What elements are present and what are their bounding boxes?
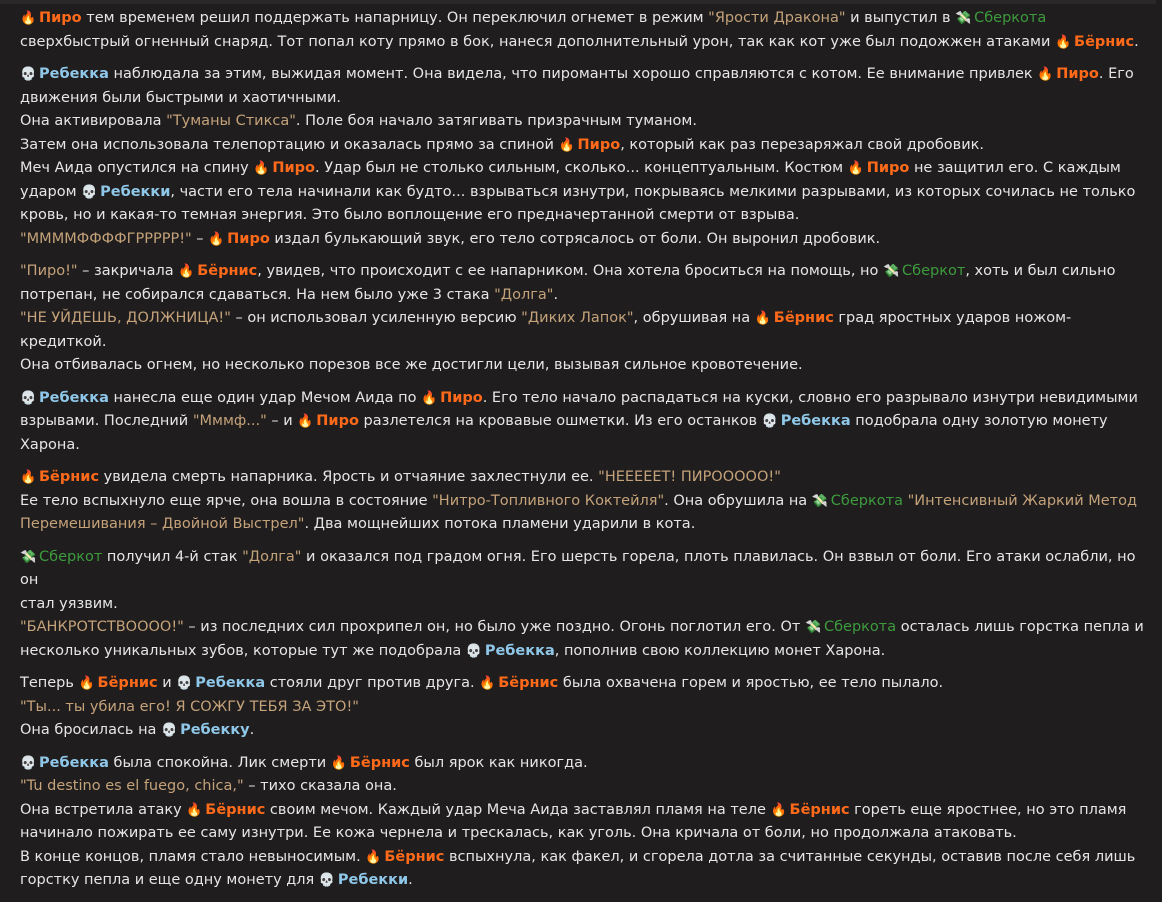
fire-icon: 🔥 xyxy=(253,161,270,176)
name-bernis: Бёрнис xyxy=(39,469,100,485)
story-line: несколько уникальных зубов, которые тут же подобрала 💀 Ребекка, пополнив свою коллекцию монет Харона. xyxy=(20,640,1148,664)
name-sberkot: Сберкота xyxy=(830,492,903,509)
skull-icon: 💀 xyxy=(318,873,336,888)
quote: "Tu destino es el fuego, chica," xyxy=(20,778,244,794)
fire-icon: 🔥 xyxy=(20,470,37,485)
name-sberkot: Сберкота xyxy=(974,10,1047,26)
fire-icon: 🔥 xyxy=(178,264,195,279)
name-rebekka: Ребекка xyxy=(39,754,109,771)
quote: "Ярости Дракона" xyxy=(708,10,846,26)
fire-icon: 🔥 xyxy=(754,311,771,326)
name-bernis: Бёрнис xyxy=(384,848,445,865)
name-piro: Пиро xyxy=(440,389,483,406)
story-paragraph xyxy=(20,387,1148,458)
fire-icon: 🔥 xyxy=(330,755,348,771)
skull-icon: 💀 xyxy=(20,390,37,406)
skull-icon: 💀 xyxy=(161,723,178,738)
fire-icon: 🔥 xyxy=(208,231,225,247)
story-line: "Tu destino es el fuego, chica," – тихо сказала она. xyxy=(20,778,397,794)
name-bernis: Бёрнис xyxy=(349,754,410,771)
fire-icon: 🔥 xyxy=(365,849,382,865)
fire-icon: 🔥 xyxy=(558,137,575,153)
name-piro: Пиро xyxy=(577,136,621,153)
story-paragraph xyxy=(20,63,1148,251)
skull-icon: 💀 xyxy=(465,643,483,659)
top-bar xyxy=(0,0,1162,4)
story-line: Харона. xyxy=(20,436,80,453)
name-piro: Пиро xyxy=(316,413,359,429)
money-icon: 💸 xyxy=(883,264,900,279)
story-line: Меч Аида опустился на спину 🔥 Пиро. Удар был не столько сильным, сколько... концептуальным. Костюм 🔥 Пиро не защитил его. С каждым xyxy=(20,157,1148,181)
story-paragraph xyxy=(20,466,1148,537)
story-line: 🔥 Бёрнис увидела смерть напарника. Ярость и отчаяние захлестнули ее. "НЕЕЕЕЕТ! ПИРООООО!" xyxy=(20,466,1148,490)
name-piro: Пиро xyxy=(39,10,82,26)
story-line: движения были быстрыми и хаотичными. xyxy=(20,89,342,106)
name-piro: Пиро xyxy=(227,230,270,247)
name-rebekka: Ребекки xyxy=(337,872,409,888)
name-rebekka: Ребекка xyxy=(195,675,266,691)
name-bernis: Бёрнис xyxy=(1074,33,1135,50)
quote: "Пиро!" xyxy=(20,263,78,279)
name-bernis: Бёрнис xyxy=(773,310,834,326)
name-bernis: Бёрнис xyxy=(498,675,559,691)
story-line: Затем она использовала телепортацию и оказалась прямо за спиной 🔥 Пиро, который как раз перезаряжал свой дробовик. xyxy=(20,134,1148,158)
money-icon: 💸 xyxy=(804,620,822,635)
quote: Перемешивания – Двойной Выстрел" xyxy=(20,516,305,532)
quote: "НЕЕЕЕЕТ! ПИРООООО!" xyxy=(598,469,781,485)
quote: "Долга" xyxy=(242,548,302,565)
skull-icon: 💀 xyxy=(176,676,193,691)
story-line: "ММММФФФФГРРРРР!" – 🔥 Пиро издал булькающий звук, его тело сотрясалось от боли. Он выронил дробовик. xyxy=(20,228,1148,252)
story-line: Она активировала "Туманы Стикса". Поле боя начало затягивать призрачным туманом. xyxy=(20,113,697,129)
name-bernis: Бёрнис xyxy=(197,263,258,279)
story-line xyxy=(20,696,1148,720)
story-line: начинало пожирать ее саму изнутри. Ее кожа чернела и трескалась, как уголь. Она кричала от боли, но продолжала атаковать. xyxy=(20,825,1017,841)
story-line: Она отбивалась огнем, но несколько порезов все же достигли цели, вызывая сильное кровотечение. xyxy=(20,357,803,373)
name-sberkot: Сберкот xyxy=(39,548,103,565)
fire-icon: 🔥 xyxy=(20,11,37,26)
fire-icon: 🔥 xyxy=(770,802,787,818)
fire-icon: 🔥 xyxy=(847,161,864,176)
quote: "Диких Лапок" xyxy=(521,310,634,326)
story-line: 💸 Сберкот получил 4-й стак "Долга" и оказался под градом огня. Его шерсть горела, плоть плавилась. Он взвыл от боли. Его атаки ослабли, но он xyxy=(20,546,1148,593)
fire-icon: 🔥 xyxy=(1055,34,1072,50)
story-paragraph xyxy=(20,752,1148,893)
story-line: 💀 Ребекка наблюдала за этим, выжидая момент. Она видела, что пироманты хорошо справляются с котом. Ее внимание привлек 🔥 Пиро. Его xyxy=(20,63,1148,87)
fire-icon: 🔥 xyxy=(186,802,203,818)
fire-icon: 🔥 xyxy=(421,390,438,406)
story-paragraph xyxy=(20,546,1148,664)
name-rebekka: Ребекка xyxy=(780,413,851,429)
story-line: горстку пепла и еще одну монету для 💀 Ребекки. xyxy=(20,869,1148,893)
quote: "Ты... ты убила его! Я СОЖГУ ТЕБЯ ЗА ЭТО!" xyxy=(20,698,359,715)
fire-icon: 🔥 xyxy=(479,676,496,691)
story-line: 💀 Ребекка нанесла еще один удар Мечом Аида по 🔥 Пиро. Его тело начало распадаться на куски, словно его разрывало изнутри невидимыми xyxy=(20,387,1148,411)
name-sberkot: Сберкота xyxy=(823,619,897,635)
story-line: Она бросилась на 💀 Ребекку. xyxy=(20,719,1148,743)
story-paragraph xyxy=(20,7,1148,54)
story-line: Ее тело вспыхнуло еще ярче, она вошла в состояние "Нитро-Топливного Коктейля". Она обрушила на 💸 Сберкота "Интенсивный Жаркий Метод xyxy=(20,490,1148,514)
name-piro: Пиро xyxy=(1056,66,1099,82)
story-line: "НЕ УЙДЕШЬ, ДОЛЖНИЦА!" – он использовал усиленную версию "Диких Лапок", обрушивая на 🔥 Бёрнис град яростных ударов ножом-кредиткой. xyxy=(20,307,1148,354)
money-icon: 💸 xyxy=(955,11,972,26)
name-sberkot: Сберкот xyxy=(902,263,966,279)
story-line: 💀 Ребекка была спокойна. Лик смерти 🔥 Бёрнис был ярок как никогда. xyxy=(20,752,1148,776)
name-rebekka: Ребекка xyxy=(484,642,555,659)
story-line: стал уязвим. xyxy=(20,595,118,612)
story-line: взрывами. Последний "Мммф..." – и 🔥 Пиро разлетелся на кровавые ошметки. Из его останков 💀 Ребекка подобрала одну золотую монету xyxy=(20,410,1148,434)
money-icon: 💸 xyxy=(811,493,828,509)
fire-icon: 🔥 xyxy=(1037,67,1054,82)
name-rebekka: Ребекки xyxy=(100,183,171,200)
story-line: потрепан, не собирался сдаваться. На нем было уже 3 стака "Долга". xyxy=(20,286,559,303)
quote: "Долга" xyxy=(494,286,554,303)
skull-icon: 💀 xyxy=(20,67,37,82)
story-line: Теперь 🔥 Бёрнис и 💀 Ребекка стояли друг против друга. 🔥 Бёрнис была охвачена горем и яростью, ее тело пылало. xyxy=(20,672,1148,696)
quote: "Туманы Стикса" xyxy=(166,113,296,129)
story-line: Перемешивания – Двойной Выстрел". Два мощнейших потока пламени ударили в кота. xyxy=(20,516,696,532)
story-line: ударом 💀 Ребекки, части его тела начинали как будто... взрываться изнутри, покрываясь мелкими разрывами, из которых сочилась не только xyxy=(20,181,1148,205)
story-line: Она встретила атаку 🔥 Бёрнис своим мечом. Каждый удар Меча Аида заставлял пламя на теле 🔥 Бёрнис гореть еще яростнее, но это пламя xyxy=(20,799,1148,823)
quote: "НЕ УЙДЕШЬ, ДОЛЖНИЦА!" xyxy=(20,310,231,326)
name-rebekka: Ребекку xyxy=(180,722,250,738)
quote: "Нитро-Топливного Коктейля" xyxy=(432,492,665,509)
fire-icon: 🔥 xyxy=(78,676,95,691)
scrollbar[interactable] xyxy=(1156,0,1162,865)
story-line: кровь, но и какая-то темная энергия. Это было воплощение его предначертанной смерти от взрыва. xyxy=(20,207,800,223)
quote: "ММММФФФФГРРРРР!" xyxy=(20,230,192,247)
name-rebekka: Ребекка xyxy=(39,66,109,82)
money-icon: 💸 xyxy=(20,549,37,565)
name-piro: Пиро xyxy=(272,160,315,176)
story-line: 🔥 Пиро тем временем решил поддержать напарницу. Он переключил огнемет в режим "Ярости Дракона" и выпустил в 💸 Сберкота xyxy=(20,7,1148,31)
story-paragraph xyxy=(20,260,1148,378)
story-line: "Пиро!" – закричала 🔥 Бёрнис, увидев, что происходит с ее напарником. Она хотела броситься на помощь, но 💸 Сберкот, хоть и был сильно xyxy=(20,260,1148,284)
quote: "БАНКРОТСТВОООО!" xyxy=(20,619,184,635)
fire-icon: 🔥 xyxy=(297,414,314,429)
story-line: сверхбыстрый огненный снаряд. Тот попал коту прямо в бок, нанеся дополнительный урон, так как кот уже был подожжен атаками 🔥 Бёрнис. xyxy=(20,31,1148,55)
skull-icon: 💀 xyxy=(20,755,37,771)
skull-icon: 💀 xyxy=(81,184,98,200)
quote: "Интенсивный Жаркий Метод xyxy=(907,492,1138,509)
name-bernis: Бёрнис xyxy=(789,801,850,818)
story-line: В конце концов, пламя стало невыносимым. 🔥 Бёрнис вспыхнула, как факел, и сгорела дотла за считанные секунды, оставив после себя лишь xyxy=(20,846,1148,870)
name-piro: Пиро xyxy=(866,160,910,176)
name-rebekka: Ребекка xyxy=(39,389,109,406)
skull-icon: 💀 xyxy=(761,414,778,429)
name-bernis: Бёрнис xyxy=(97,675,158,691)
name-bernis: Бёрнис xyxy=(205,801,266,818)
story-paragraph xyxy=(20,672,1148,743)
story-log xyxy=(20,7,1148,902)
quote: "Мммф..." xyxy=(192,413,267,429)
story-line: "БАНКРОТСТВОООО!" – из последних сил прохрипел он, но было уже поздно. Огонь поглотил его. От 💸 Сберкота осталась лишь горстка пепла и xyxy=(20,616,1148,640)
